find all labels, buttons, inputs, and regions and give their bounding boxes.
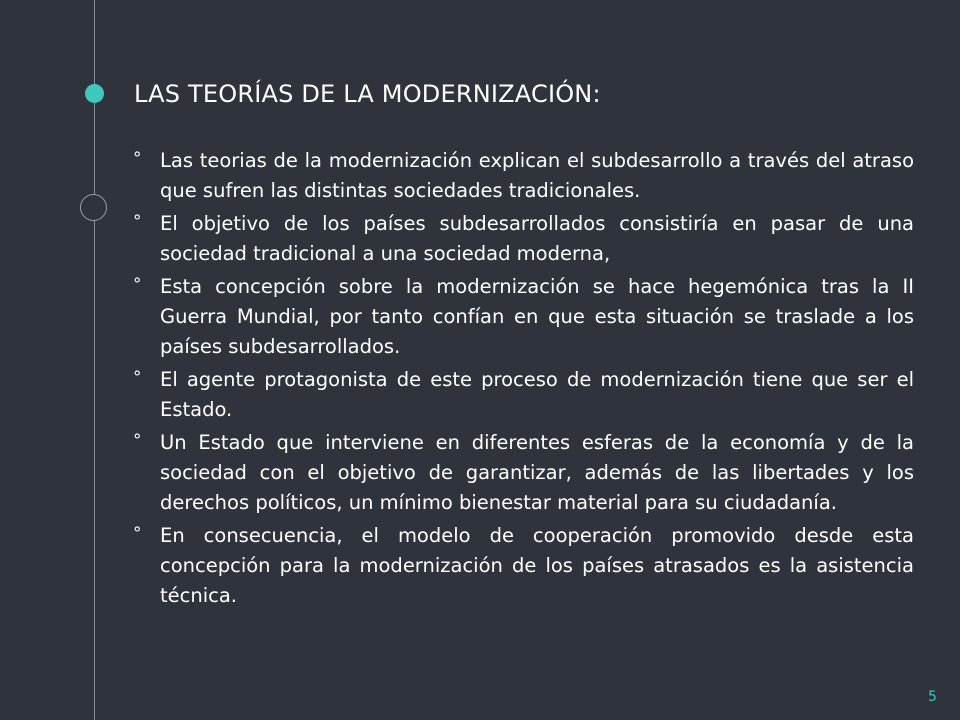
slide-title: LAS TEORÍAS DE LA MODERNIZACIÓN:: [134, 80, 601, 108]
bullet-list: [130, 146, 914, 614]
bullet-icon: °: [133, 275, 142, 295]
bullet-item: [130, 365, 914, 425]
bullet-text: El objetivo de los países subdesarrollados consistiría en pasar de una sociedad tradicional a una sociedad moderna,: [160, 212, 914, 265]
bullet-item: [130, 521, 914, 611]
bullet-text: Esta concepción sobre la modernización se hace hegemónica tras la II Guerra Mundial, por tanto confían en que esta situación se traslade a los países subdesarrollados.: [160, 275, 914, 358]
bullet-item: [130, 272, 914, 362]
timeline-dot-ring: [80, 194, 107, 221]
bullet-item: [130, 428, 914, 518]
bullet-icon: °: [133, 368, 142, 388]
bullet-item: [130, 146, 914, 206]
bullet-text: Las teorias de la modernización explican el subdesarrollo a través del atraso que sufren las distintas sociedades tradicionales.: [160, 149, 914, 202]
bullet-text: En consecuencia, el modelo de cooperación promovido desde esta concepción para la modernización de los países atrasados es la asistencia técnica.: [160, 524, 914, 607]
bullet-item: [130, 209, 914, 269]
bullet-icon: °: [133, 431, 142, 451]
timeline-line: [94, 0, 95, 720]
bullet-icon: °: [133, 212, 142, 232]
timeline-dot-filled: [85, 84, 104, 103]
bullet-icon: °: [133, 524, 142, 544]
bullet-text: El agente protagonista de este proceso de modernización tiene que ser el Estado.: [160, 368, 914, 421]
bullet-icon: °: [133, 149, 142, 169]
bullet-text: Un Estado que interviene en diferentes esferas de la economía y de la sociedad con el objetivo de garantizar, además de las libertades y los derechos políticos, un mínimo bienestar material para su ciudadanía.: [160, 431, 914, 514]
page-number: 5: [928, 689, 937, 705]
